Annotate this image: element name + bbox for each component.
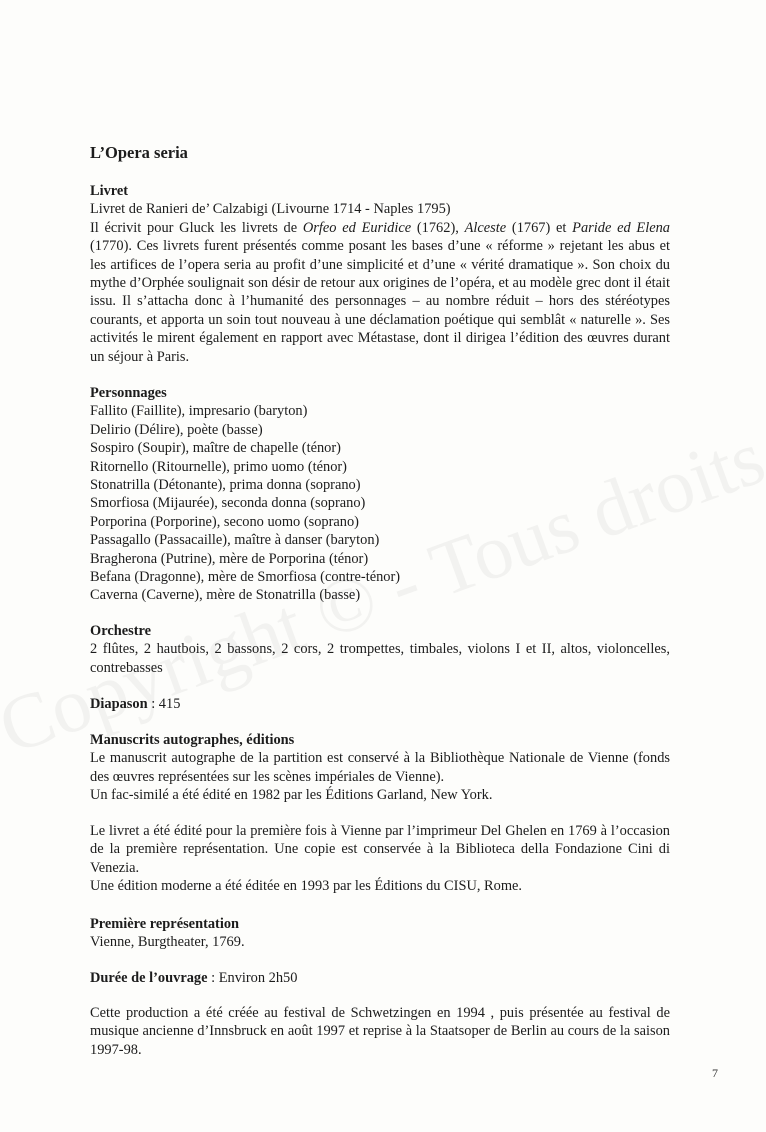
list-item: Porporina (Porporine), secono uomo (soprano) <box>90 513 359 530</box>
livret-text-part3: (1767) et <box>506 219 573 236</box>
diapason-line <box>90 695 670 713</box>
duree-line <box>90 969 670 987</box>
list-item: Smorfiosa (Mijaurée), seconda donna (soprano) <box>90 495 366 512</box>
list-item: Delirio (Délire), poète (basse) <box>90 421 263 438</box>
list-item: Bragherona (Putrine), mère de Porporina (ténor) <box>90 550 369 567</box>
livret-author-line: Livret de Ranieri de’ Calzabigi (Livourne 1714 - Naples 1795) <box>90 201 451 218</box>
orchestre-text: 2 flûtes, 2 hautbois, 2 bassons, 2 cors, 2 trompettes, timbales, violons I et II, altos, violoncelles, contrebasses <box>90 641 670 676</box>
personnages-list <box>90 402 670 604</box>
section-livret-edition <box>90 822 670 896</box>
page-title: L’Opera seria <box>90 143 188 162</box>
orchestre-heading: Orchestre <box>90 623 152 639</box>
diapason-separator: : <box>147 696 159 712</box>
work-title-alceste: Alceste <box>464 219 507 236</box>
section-production <box>90 1004 670 1059</box>
section-premiere <box>90 915 670 952</box>
manuscrits-paragraph-1: Le manuscrit autographe de la partition est conservé à la Bibliothèque Nationale de Vienne (fonds des œuvres représentées sur les scènes impériales de Vienne). <box>90 750 670 785</box>
section-livret <box>90 182 670 366</box>
list-item: Befana (Dragonne), mère de Smorfiosa (contre-ténor) <box>90 569 401 586</box>
page-number: 7 <box>712 1066 718 1080</box>
list-item: Caverna (Caverne), mère de Stonatrilla (basse) <box>90 587 361 604</box>
duree-separator: : <box>207 970 219 986</box>
livret-heading: Livret <box>90 183 129 199</box>
livret-text-part2: (1762), <box>411 219 465 236</box>
premiere-text: Vienne, Burgtheater, 1769. <box>90 934 245 951</box>
manuscrits-paragraph-2: Un fac-similé a été édité en 1982 par les Éditions Garland, New York. <box>90 787 493 804</box>
duree-label: Durée de l’ouvrage <box>90 970 208 986</box>
section-personnages <box>90 384 670 605</box>
work-title-paride: Paride ed Elena <box>572 219 670 236</box>
diapason-label: Diapason <box>90 696 148 712</box>
livret-paragraph <box>90 219 670 366</box>
manuscrits-paragraph-3: Le livret a été édité pour la première fois à Vienne par l’imprimeur Del Ghelen en 1769 à l’occasion de la première représentation. Une copie est conservée à la Biblioteca della Fondazione Cini di Venezia. <box>90 823 670 876</box>
section-diapason <box>90 695 670 713</box>
livret-text-part4: (1770). Ces livrets furent présentés comme posant les bases d’une « réforme » rejetant les abus et les artifices de l’opera seria au profit d’une simplicité et d’une « vérité dramatique ». Son choix du mythe d’Orphée soulignait son désir de retour aux origines de l’opéra, et au modèle grec dont il était issu. Il s’attacha donc à l’humanité des personnages – au nombre réduit – hors des stéréotypes courants, et apporta un soin tout nouveau à une déclamation poétique qui semblât « naturelle ». Ses activités le mirent également en rapport avec Métastase, dont il dirigea l’édition des œuvres durant un séjour à Paris. <box>90 238 670 365</box>
livret-text-part1: Il écrivit pour Gluck les livrets de <box>90 219 303 236</box>
list-item: Sospiro (Soupir), maître de chapelle (ténor) <box>90 440 341 457</box>
section-duree <box>90 969 670 987</box>
manuscrits-heading: Manuscrits autographes, éditions <box>90 732 295 748</box>
list-item: Passagallo (Passacaille), maître à danser (baryton) <box>90 532 380 549</box>
personnages-heading: Personnages <box>90 385 167 401</box>
work-title-orfeo: Orfeo ed Euridice <box>302 219 412 236</box>
diapason-value: 415 <box>158 696 181 712</box>
manuscrits-paragraph-4: Une édition moderne a été éditée en 1993 par les Éditions du CISU, Rome. <box>90 878 523 895</box>
duree-value: Environ 2h50 <box>218 970 298 986</box>
production-text: Cette production a été créée au festival de Schwetzingen en 1994 , puis présentée au festival de musique ancienne d’Innsbruck en août 1997 et reprise à la Staatsoper de Berlin au cours de la saison 1997-98. <box>90 1005 670 1058</box>
section-manuscrits <box>90 731 670 805</box>
list-item: Ritornello (Ritournelle), primo uomo (ténor) <box>90 458 347 475</box>
list-item: Stonatrilla (Détonante), prima donna (soprano) <box>90 477 361 494</box>
list-item: Fallito (Faillite), impresario (baryton) <box>90 403 308 420</box>
section-orchestre <box>90 622 670 677</box>
premiere-heading: Première représentation <box>90 916 240 932</box>
